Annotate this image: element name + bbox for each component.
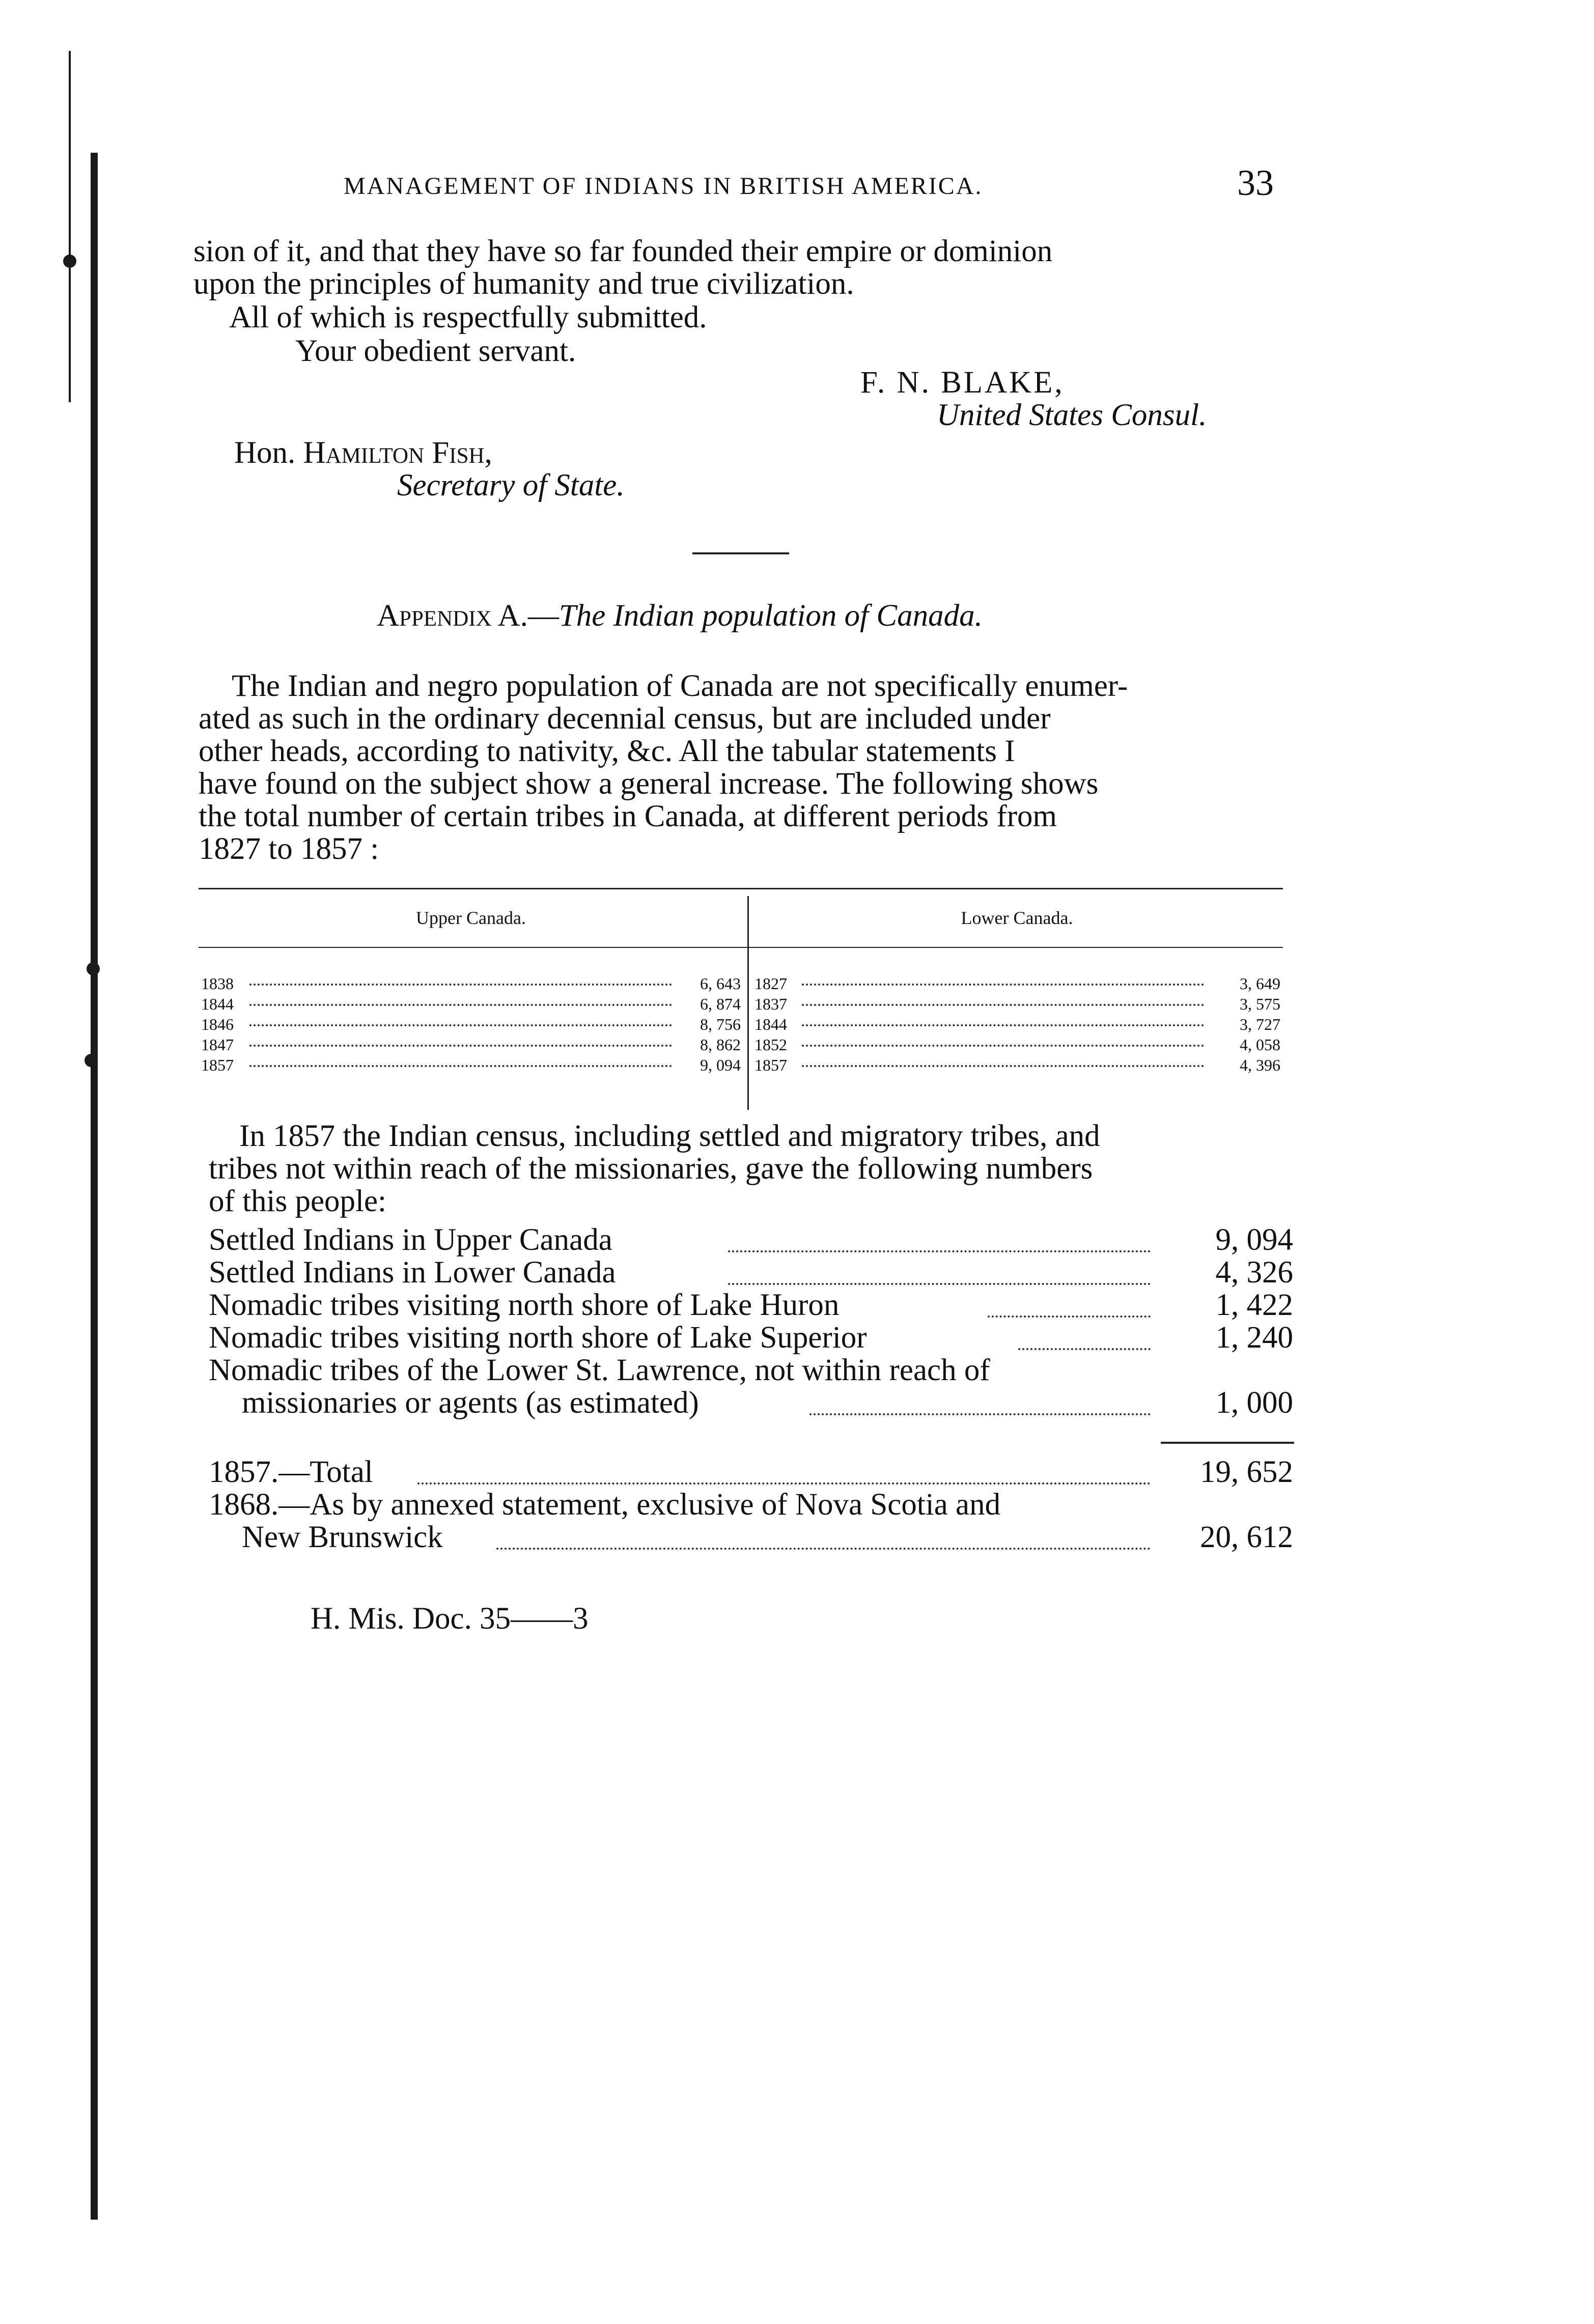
addressee-title: Secretary of State. bbox=[397, 468, 625, 502]
census-item-value: 4, 326 bbox=[1215, 1255, 1293, 1290]
census-leader bbox=[1018, 1348, 1151, 1350]
signer-title: United States Consul. bbox=[937, 398, 1207, 432]
table-value: 9, 094 bbox=[700, 1056, 741, 1074]
signer-name: F. N. BLAKE, bbox=[860, 366, 1065, 400]
census-leader bbox=[728, 1283, 1151, 1285]
addressee-name: Hamilton Fish, bbox=[303, 436, 492, 470]
table-value: 8, 862 bbox=[700, 1035, 741, 1054]
table-year: 1846 bbox=[201, 1015, 234, 1033]
page-number: 33 bbox=[1237, 162, 1274, 203]
table-top-rule bbox=[199, 888, 1283, 889]
table-year: 1844 bbox=[754, 1015, 787, 1033]
appendix-title: The Indian population of Canada. bbox=[558, 599, 983, 633]
letter-line: sion of it, and that they have so far founded their empire or dominion bbox=[193, 234, 1053, 268]
census-total-value: 19, 652 bbox=[1200, 1455, 1293, 1489]
table-value: 4, 396 bbox=[1240, 1056, 1280, 1074]
table-leader bbox=[802, 984, 1204, 986]
census-statement-label: 1868.—As by annexed statement, exclusive of Nova Scotia and bbox=[209, 1488, 1001, 1522]
letter-salutation: Your obedient servant. bbox=[295, 334, 576, 368]
table-header-lower: Lower Canada. bbox=[961, 908, 1073, 928]
binding-mark bbox=[63, 255, 76, 268]
table-header-upper: Upper Canada. bbox=[416, 908, 526, 928]
census-leader bbox=[809, 1413, 1151, 1415]
table-value: 4, 058 bbox=[1240, 1035, 1280, 1054]
table-year: 1838 bbox=[201, 974, 234, 993]
running-title: MANAGEMENT OF INDIANS IN BRITISH AMERICA. bbox=[344, 173, 983, 200]
table-leader bbox=[802, 1065, 1204, 1067]
table-leader bbox=[802, 1045, 1204, 1047]
table-year: 1857 bbox=[754, 1056, 787, 1074]
table-column-divider bbox=[747, 896, 749, 1110]
paragraph-line: ated as such in the ordinary decennial census, but are included under bbox=[199, 702, 1051, 736]
census-item-label-cont: missionaries or agents (as estimated) bbox=[242, 1386, 699, 1420]
table-year: 1837 bbox=[754, 995, 787, 1013]
addressee bbox=[234, 437, 492, 469]
census-intro-line: tribes not within reach of the missionaries, gave the following numbers bbox=[209, 1152, 1093, 1186]
paragraph-line: other heads, according to nativity, &c. All the tabular statements I bbox=[199, 734, 1015, 768]
table-leader bbox=[249, 1065, 672, 1067]
census-intro-line: In 1857 the Indian census, including settled and migratory tribes, and bbox=[239, 1119, 1100, 1153]
table-value: 6, 643 bbox=[700, 974, 741, 993]
table-year: 1857 bbox=[201, 1056, 234, 1074]
table-year: 1827 bbox=[754, 974, 787, 993]
table-header-rule bbox=[199, 947, 1283, 948]
table-leader bbox=[802, 1024, 1204, 1026]
table-leader bbox=[249, 984, 672, 986]
table-year: 1847 bbox=[201, 1035, 234, 1054]
census-item-value: 9, 094 bbox=[1215, 1223, 1293, 1257]
census-leader bbox=[728, 1250, 1151, 1252]
table-leader bbox=[249, 1024, 672, 1026]
binding-mark bbox=[87, 962, 100, 975]
census-item-value: 1, 000 bbox=[1215, 1386, 1293, 1420]
table-value: 6, 874 bbox=[700, 995, 741, 1013]
census-item-label: Settled Indians in Upper Canada bbox=[209, 1223, 612, 1257]
table-leader bbox=[249, 1004, 672, 1006]
paragraph-line: the total number of certain tribes in Canada, at different periods from bbox=[199, 799, 1057, 833]
paragraph-line: The Indian and negro population of Canada are not specifically enumer- bbox=[232, 669, 1128, 703]
table-value: 3, 649 bbox=[1240, 974, 1280, 993]
census-leader bbox=[496, 1548, 1151, 1550]
census-statement-value: 20, 612 bbox=[1200, 1520, 1293, 1554]
census-item-label: Nomadic tribes visiting north shore of Lake Huron bbox=[209, 1288, 840, 1322]
binding-mark bbox=[85, 1054, 98, 1067]
table-value: 3, 727 bbox=[1240, 1015, 1280, 1033]
appendix-heading: Appendix A.—The Indian population of Canada. bbox=[377, 599, 983, 633]
census-statement-label-cont: New Brunswick bbox=[242, 1520, 443, 1554]
table-leader bbox=[249, 1045, 672, 1047]
census-item-label: Nomadic tribes of the Lower St. Lawrence, not within reach of bbox=[209, 1353, 990, 1387]
letter-line: upon the principles of humanity and true civilization. bbox=[193, 267, 854, 301]
census-item-label: Settled Indians in Lower Canada bbox=[209, 1255, 616, 1290]
census-item-value: 1, 240 bbox=[1215, 1321, 1293, 1355]
table-value: 8, 756 bbox=[700, 1015, 741, 1033]
letter-closing: All of which is respectfully submitted. bbox=[229, 300, 707, 334]
appendix-label: Appendix A. bbox=[377, 599, 528, 633]
census-item-value: 1, 422 bbox=[1215, 1288, 1293, 1322]
binding-edge bbox=[91, 153, 98, 2220]
addressee-prefix: Hon. bbox=[234, 436, 303, 470]
census-leader bbox=[417, 1482, 1151, 1485]
table-value: 3, 575 bbox=[1240, 995, 1280, 1013]
census-intro-line: of this people: bbox=[209, 1184, 386, 1218]
section-divider bbox=[692, 552, 789, 554]
census-item-label: Nomadic tribes visiting north shore of Lake Superior bbox=[209, 1321, 867, 1355]
binding-edge-upper bbox=[69, 51, 71, 402]
table-leader bbox=[802, 1004, 1204, 1006]
sum-rule bbox=[1161, 1442, 1294, 1444]
table-year: 1852 bbox=[754, 1035, 787, 1054]
census-leader bbox=[988, 1315, 1151, 1318]
paragraph-line: have found on the subject show a general increase. The following shows bbox=[199, 767, 1099, 801]
census-total-label: 1857.—Total bbox=[209, 1455, 373, 1489]
paragraph-line: 1827 to 1857 : bbox=[199, 832, 379, 866]
doc-reference: H. Mis. Doc. 35——3 bbox=[311, 1602, 589, 1636]
table-year: 1844 bbox=[201, 995, 234, 1013]
